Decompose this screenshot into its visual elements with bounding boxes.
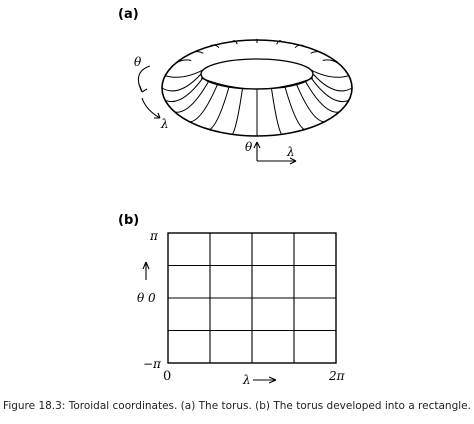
torus-meridian [306,82,340,113]
lambda-arrow [142,98,160,118]
y-mid-label: θ 0 [137,291,156,305]
torus-meridian [165,70,203,77]
torus-meridian [323,60,340,64]
torus-meridian [232,89,242,135]
x-left-label: 0 [163,369,172,384]
torus-axes [245,140,296,164]
x-right-label: 2π [329,369,345,383]
axes-theta-label: θ [245,140,253,154]
torus-meridians [162,39,352,136]
torus-meridian [285,87,305,130]
y-bottom-label: −π [143,357,161,371]
theta-up-arrow [143,262,149,280]
panel-b-label: (b) [118,213,140,228]
y-top-label: π [150,229,158,243]
torus-direction-arrows [134,55,169,131]
figure-caption: Figure 18.3: Toroidal coordinates. (a) The torus. (b) The torus developed into a rectangle. [3,400,471,412]
torus-meridian [272,89,282,135]
torus-drawing [162,39,352,136]
lambda-label: λ [161,117,169,131]
torus-meridian [175,82,209,113]
developed-rectangle [168,233,336,363]
torus-meridian [210,87,230,130]
torus-inner-rim [201,78,313,89]
theta-label: θ [134,55,142,69]
torus-inner-hole [201,59,313,89]
lambda-right-arrow [242,373,276,387]
axes-lambda-label: λ [287,145,295,159]
x-symbol-label: λ [243,373,251,387]
panel-a-label: (a) [118,7,139,22]
grid-lines [168,233,336,363]
torus-meridian [311,70,349,77]
torus-meridian [175,60,192,64]
